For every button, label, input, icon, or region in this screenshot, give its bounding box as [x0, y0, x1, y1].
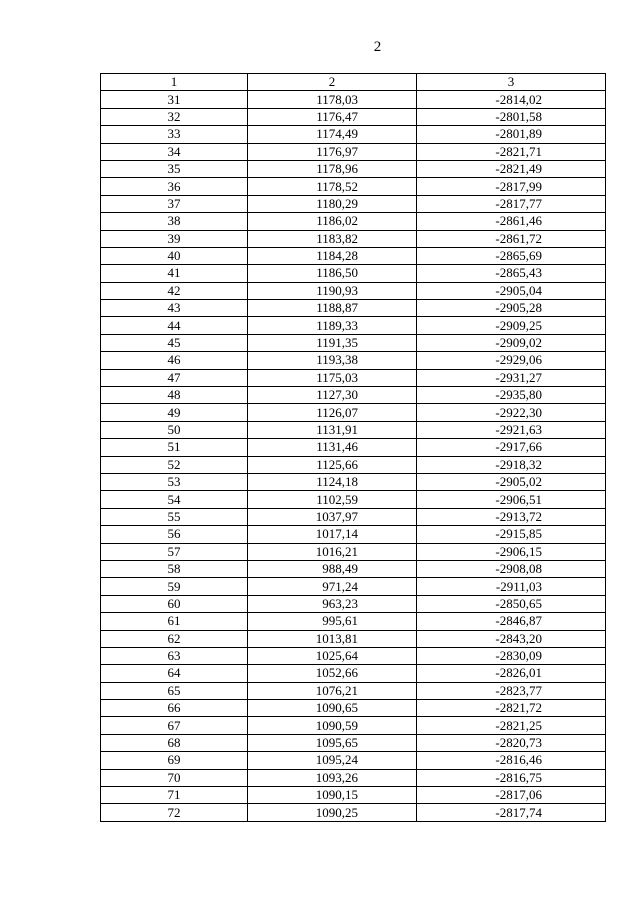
x-coordinate-cell [248, 334, 417, 351]
x-coordinate-cell [248, 143, 417, 160]
x-coordinate-value: 1090,59 [315, 717, 358, 733]
table-row [101, 560, 606, 577]
y-coordinate-cell [417, 804, 606, 821]
y-coordinate-value: -2861,72 [495, 230, 542, 246]
y-coordinate-cell [417, 665, 606, 682]
y-coordinate-value: -2909,02 [495, 335, 542, 351]
y-coordinate-cell [417, 230, 606, 247]
y-coordinate-value: -2865,69 [495, 248, 542, 264]
point-number-cell: 60 [101, 595, 248, 612]
y-coordinate-cell [417, 595, 606, 612]
point-number-cell: 43 [101, 300, 248, 317]
x-coordinate-value: 1131,46 [316, 439, 358, 455]
table-row [101, 595, 606, 612]
y-coordinate-value: -2816,46 [495, 752, 542, 768]
y-coordinate-value: -2817,77 [495, 195, 542, 211]
table-row [101, 578, 606, 595]
x-coordinate-value: 1178,03 [316, 91, 358, 107]
point-number-cell: 67 [101, 717, 248, 734]
column-header-1: 1 [101, 74, 248, 91]
point-number-cell: 32 [101, 108, 248, 125]
x-coordinate-cell [248, 195, 417, 212]
y-coordinate-value: -2814,02 [495, 91, 542, 107]
y-coordinate-cell [417, 526, 606, 543]
y-coordinate-cell [417, 334, 606, 351]
x-coordinate-cell [248, 265, 417, 282]
point-number-cell: 61 [101, 613, 248, 630]
x-coordinate-cell [248, 787, 417, 804]
y-coordinate-value: -2905,02 [495, 474, 542, 490]
y-coordinate-cell [417, 126, 606, 143]
y-coordinate-cell [417, 265, 606, 282]
y-coordinate-value: -2906,15 [495, 543, 542, 559]
x-coordinate-value: 1127,30 [316, 387, 358, 403]
y-coordinate-value: -2865,43 [495, 265, 542, 281]
y-coordinate-value: -2908,08 [495, 561, 542, 577]
y-coordinate-cell [417, 647, 606, 664]
point-number-cell: 46 [101, 352, 248, 369]
x-coordinate-value: 1186,50 [316, 265, 358, 281]
point-number-cell: 50 [101, 421, 248, 438]
x-coordinate-value: 1183,82 [316, 230, 358, 246]
point-number-cell: 72 [101, 804, 248, 821]
table-row [101, 195, 606, 212]
x-coordinate-cell [248, 439, 417, 456]
table-row [101, 317, 606, 334]
y-coordinate-cell [417, 282, 606, 299]
table-row [101, 508, 606, 525]
y-coordinate-cell [417, 247, 606, 264]
y-coordinate-value: -2821,72 [495, 700, 542, 716]
point-number-cell: 48 [101, 387, 248, 404]
y-coordinate-cell [417, 752, 606, 769]
x-coordinate-value: 1125,66 [316, 456, 358, 472]
y-coordinate-value: -2817,99 [495, 178, 542, 194]
y-coordinate-value: -2922,30 [495, 404, 542, 420]
y-coordinate-value: -2821,71 [495, 143, 542, 159]
y-coordinate-value: -2850,65 [495, 595, 542, 611]
x-coordinate-value: 1076,21 [315, 682, 358, 698]
y-coordinate-cell [417, 613, 606, 630]
x-coordinate-value: 1124,18 [316, 474, 358, 490]
x-coordinate-value: 1102,59 [316, 491, 358, 507]
y-coordinate-value: -2821,49 [495, 161, 542, 177]
y-coordinate-value: -2929,06 [495, 352, 542, 368]
x-coordinate-value: 1095,24 [315, 752, 358, 768]
x-coordinate-cell [248, 804, 417, 821]
y-coordinate-cell [417, 508, 606, 525]
table-row [101, 143, 606, 160]
x-coordinate-value: 1178,52 [316, 178, 358, 194]
point-number-cell: 70 [101, 769, 248, 786]
x-coordinate-value: 1175,03 [316, 369, 358, 385]
point-number-cell: 45 [101, 334, 248, 351]
point-number-cell: 38 [101, 213, 248, 230]
x-coordinate-value: 1178,96 [316, 161, 358, 177]
table-row [101, 126, 606, 143]
point-number-cell: 54 [101, 491, 248, 508]
point-number-cell: 34 [101, 143, 248, 160]
y-coordinate-cell [417, 178, 606, 195]
y-coordinate-cell [417, 543, 606, 560]
y-coordinate-value: -2911,03 [495, 578, 542, 594]
table-row [101, 665, 606, 682]
x-coordinate-value: 1052,66 [315, 665, 358, 681]
y-coordinate-cell [417, 300, 606, 317]
point-number-cell: 44 [101, 317, 248, 334]
point-number-cell: 65 [101, 682, 248, 699]
table-row [101, 213, 606, 230]
y-coordinate-value: -2817,06 [495, 787, 542, 803]
y-coordinate-value: -2826,01 [495, 665, 542, 681]
x-coordinate-cell [248, 630, 417, 647]
y-coordinate-value: -2931,27 [495, 369, 542, 385]
x-coordinate-value: 1090,65 [315, 700, 358, 716]
x-coordinate-cell [248, 300, 417, 317]
table-row [101, 247, 606, 264]
table-row [101, 91, 606, 108]
x-coordinate-value: 1186,02 [316, 213, 358, 229]
table-row [101, 456, 606, 473]
table-body [101, 91, 606, 821]
y-coordinate-cell [417, 195, 606, 212]
x-coordinate-cell [248, 491, 417, 508]
x-coordinate-cell [248, 160, 417, 177]
x-coordinate-value: 1176,47 [316, 108, 358, 124]
y-coordinate-cell [417, 108, 606, 125]
x-coordinate-cell [248, 247, 417, 264]
table-row [101, 387, 606, 404]
x-coordinate-cell [248, 473, 417, 490]
x-coordinate-cell [248, 456, 417, 473]
x-coordinate-cell [248, 769, 417, 786]
x-coordinate-cell [248, 213, 417, 230]
table-row [101, 352, 606, 369]
x-coordinate-cell [248, 578, 417, 595]
table-row [101, 265, 606, 282]
x-coordinate-value: 1017,14 [315, 526, 358, 542]
x-coordinate-value: 1189,33 [316, 317, 358, 333]
x-coordinate-cell [248, 700, 417, 717]
table-row [101, 369, 606, 386]
x-coordinate-value: 1191,35 [316, 335, 358, 351]
y-coordinate-cell [417, 404, 606, 421]
point-number-cell: 31 [101, 91, 248, 108]
point-number-cell: 59 [101, 578, 248, 595]
y-coordinate-cell [417, 630, 606, 647]
y-coordinate-cell [417, 491, 606, 508]
x-coordinate-cell [248, 230, 417, 247]
point-number-cell: 64 [101, 665, 248, 682]
point-number-cell: 56 [101, 526, 248, 543]
y-coordinate-value: -2823,77 [495, 682, 542, 698]
y-coordinate-cell [417, 560, 606, 577]
page-number: 2 [373, 39, 382, 55]
y-coordinate-cell [417, 143, 606, 160]
table-row [101, 334, 606, 351]
y-coordinate-value: -2821,25 [495, 717, 542, 733]
table-row [101, 700, 606, 717]
x-coordinate-value: 1095,65 [315, 735, 358, 751]
x-coordinate-cell [248, 317, 417, 334]
y-coordinate-cell [417, 317, 606, 334]
point-number-cell: 62 [101, 630, 248, 647]
table-row [101, 752, 606, 769]
y-coordinate-value: -2861,46 [495, 213, 542, 229]
x-coordinate-value: 1188,87 [316, 300, 358, 316]
table-row [101, 108, 606, 125]
y-coordinate-value: -2918,32 [495, 456, 542, 472]
y-coordinate-value: -2917,66 [495, 439, 542, 455]
point-number-cell: 47 [101, 369, 248, 386]
x-coordinate-cell [248, 526, 417, 543]
x-coordinate-cell [248, 282, 417, 299]
x-coordinate-value: 988,49 [322, 561, 358, 577]
y-coordinate-cell [417, 421, 606, 438]
x-coordinate-value: 1174,49 [316, 126, 358, 142]
x-coordinate-cell [248, 613, 417, 630]
x-coordinate-value: 1184,28 [316, 248, 358, 264]
x-coordinate-cell [248, 595, 417, 612]
header-row [101, 74, 606, 91]
table-row [101, 160, 606, 177]
point-number-cell: 53 [101, 473, 248, 490]
table-row [101, 300, 606, 317]
y-coordinate-cell [417, 160, 606, 177]
y-coordinate-cell [417, 769, 606, 786]
x-coordinate-value: 1093,26 [315, 769, 358, 785]
point-number-cell: 41 [101, 265, 248, 282]
table-row [101, 543, 606, 560]
x-coordinate-cell [248, 647, 417, 664]
y-coordinate-cell [417, 578, 606, 595]
y-coordinate-cell [417, 213, 606, 230]
table-row [101, 804, 606, 821]
x-coordinate-cell [248, 734, 417, 751]
table-row [101, 491, 606, 508]
x-coordinate-cell [248, 752, 417, 769]
x-coordinate-cell [248, 387, 417, 404]
table-header [101, 74, 606, 91]
x-coordinate-cell [248, 91, 417, 108]
y-coordinate-cell [417, 439, 606, 456]
y-coordinate-value: -2817,74 [495, 804, 542, 820]
table-row [101, 404, 606, 421]
y-coordinate-value: -2921,63 [495, 422, 542, 437]
y-coordinate-value: -2935,80 [495, 387, 542, 403]
table-row [101, 787, 606, 804]
y-coordinate-value: -2905,28 [495, 300, 542, 316]
y-coordinate-value: -2801,89 [495, 126, 542, 142]
x-coordinate-cell [248, 108, 417, 125]
x-coordinate-cell [248, 352, 417, 369]
point-number-cell: 49 [101, 404, 248, 421]
x-coordinate-value: 1090,15 [315, 787, 358, 803]
y-coordinate-value: -2915,85 [495, 526, 542, 542]
x-coordinate-value: 1090,25 [315, 804, 358, 820]
y-coordinate-value: -2905,04 [495, 282, 542, 298]
point-number-cell: 52 [101, 456, 248, 473]
x-coordinate-value: 971,24 [322, 578, 358, 594]
y-coordinate-cell [417, 91, 606, 108]
x-coordinate-value: 1126,07 [316, 404, 358, 420]
x-coordinate-value: 1131,91 [316, 422, 358, 437]
y-coordinate-value: -2843,20 [495, 630, 542, 646]
x-coordinate-cell [248, 404, 417, 421]
x-coordinate-value: 963,23 [322, 595, 358, 611]
point-number-cell: 40 [101, 247, 248, 264]
column-header-3: 3 [417, 74, 606, 91]
y-coordinate-cell [417, 352, 606, 369]
y-coordinate-value: -2909,25 [495, 317, 542, 333]
x-coordinate-value: 1025,64 [315, 648, 358, 664]
x-coordinate-value: 1013,81 [315, 630, 358, 646]
y-coordinate-value: -2906,51 [495, 491, 542, 507]
point-number-cell: 35 [101, 160, 248, 177]
y-coordinate-cell [417, 717, 606, 734]
coordinates-table [100, 73, 606, 822]
x-coordinate-cell [248, 369, 417, 386]
x-coordinate-cell [248, 543, 417, 560]
point-number-cell: 57 [101, 543, 248, 560]
y-coordinate-value: -2913,72 [495, 508, 542, 524]
point-number-cell: 68 [101, 734, 248, 751]
table-row [101, 734, 606, 751]
y-coordinate-cell [417, 456, 606, 473]
y-coordinate-cell [417, 369, 606, 386]
point-number-cell: 42 [101, 282, 248, 299]
point-number-cell: 39 [101, 230, 248, 247]
y-coordinate-cell [417, 787, 606, 804]
x-coordinate-cell [248, 508, 417, 525]
x-coordinate-cell [248, 126, 417, 143]
point-number-cell: 71 [101, 787, 248, 804]
y-coordinate-value: -2820,73 [495, 735, 542, 751]
point-number-cell: 51 [101, 439, 248, 456]
y-coordinate-value: -2846,87 [495, 613, 542, 629]
column-header-2: 2 [248, 74, 417, 91]
x-coordinate-cell [248, 665, 417, 682]
y-coordinate-cell [417, 682, 606, 699]
x-coordinate-value: 1180,29 [316, 195, 358, 211]
y-coordinate-cell [417, 473, 606, 490]
y-coordinate-value: -2801,58 [495, 108, 542, 124]
x-coordinate-cell [248, 682, 417, 699]
y-coordinate-value: -2816,75 [495, 769, 542, 785]
point-number-cell: 69 [101, 752, 248, 769]
table-row [101, 630, 606, 647]
table-row [101, 717, 606, 734]
x-coordinate-value: 1016,21 [315, 543, 358, 559]
x-coordinate-value: 1176,97 [316, 143, 358, 159]
point-number-cell: 36 [101, 178, 248, 195]
x-coordinate-cell [248, 717, 417, 734]
x-coordinate-value: 995,61 [322, 613, 358, 629]
table-row [101, 526, 606, 543]
table-row [101, 769, 606, 786]
x-coordinate-cell [248, 560, 417, 577]
point-number-cell: 58 [101, 560, 248, 577]
table-row [101, 439, 606, 456]
y-coordinate-cell [417, 700, 606, 717]
x-coordinate-value: 1193,38 [316, 352, 358, 368]
x-coordinate-cell [248, 178, 417, 195]
table-row [101, 613, 606, 630]
y-coordinate-cell [417, 387, 606, 404]
y-coordinate-cell [417, 734, 606, 751]
point-number-cell: 66 [101, 700, 248, 717]
table-row [101, 421, 606, 438]
table-row [101, 282, 606, 299]
table-row [101, 178, 606, 195]
table-row [101, 473, 606, 490]
point-number-cell: 63 [101, 647, 248, 664]
table-row [101, 230, 606, 247]
x-coordinate-cell [248, 421, 417, 438]
point-number-cell: 55 [101, 508, 248, 525]
table-row [101, 647, 606, 664]
y-coordinate-value: -2830,09 [495, 648, 542, 664]
x-coordinate-value: 1037,97 [315, 508, 358, 524]
table-row [101, 682, 606, 699]
x-coordinate-value: 1190,93 [316, 282, 358, 298]
point-number-cell: 33 [101, 126, 248, 143]
point-number-cell: 37 [101, 195, 248, 212]
